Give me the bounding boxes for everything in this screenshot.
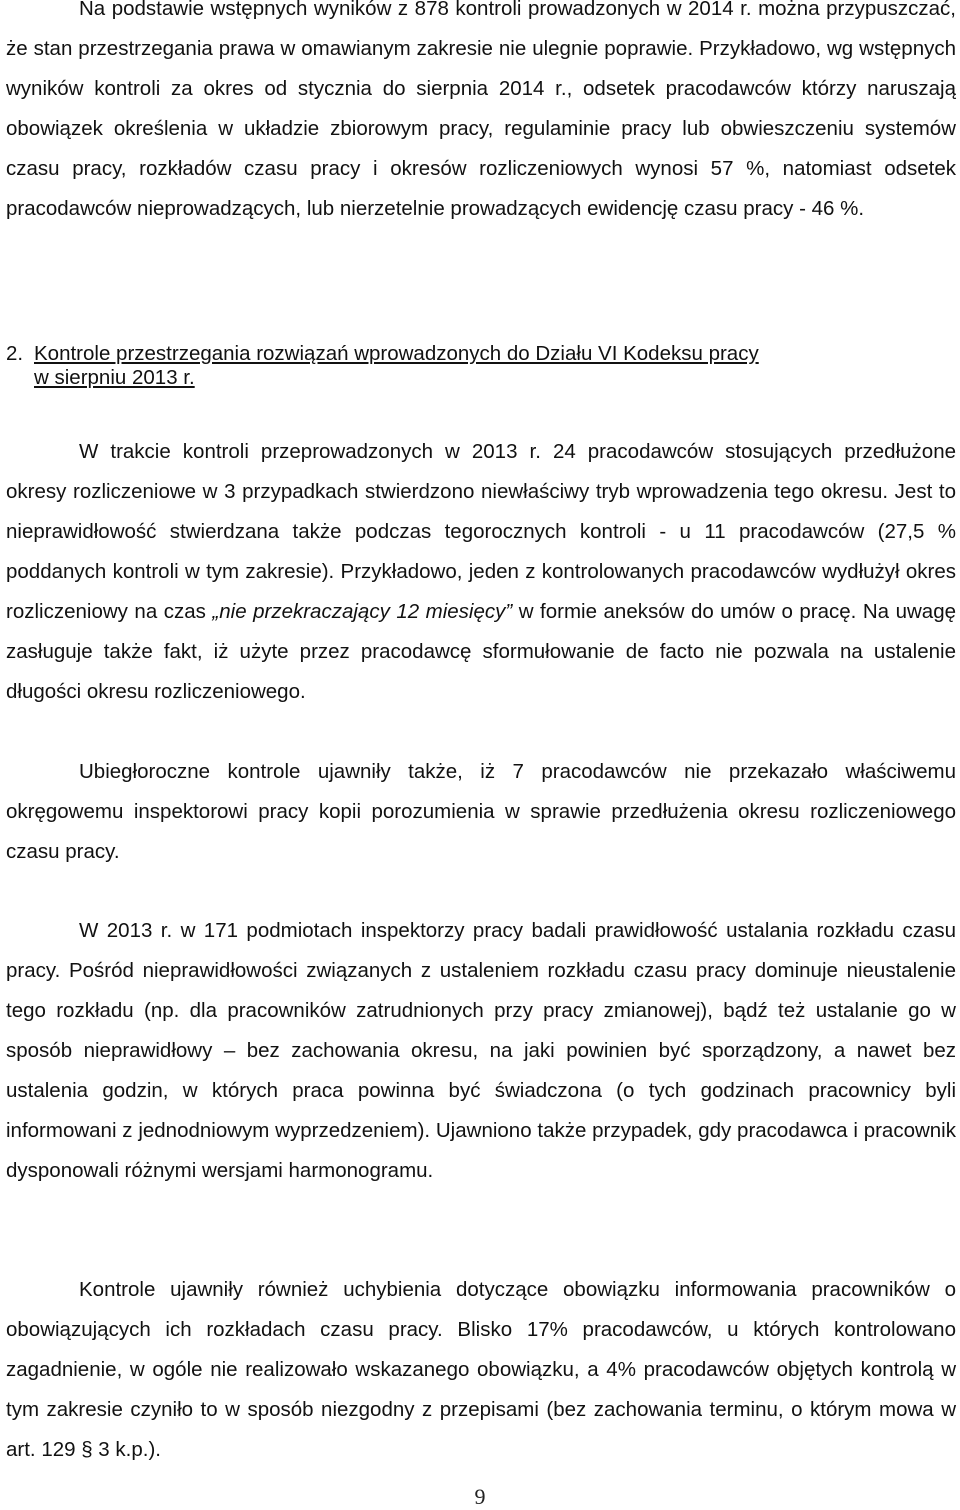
paragraph-work-schedule [6,911,956,1191]
section-heading [6,342,956,390]
paragraph-previous-year-controls-text: Ubiegłoroczne kontrole ujawniły także, iż 7 pracodawców nie przekazało właściwemu okręgowemu inspektorowi pracy kopii porozumienia w sprawie przedłużenia okresu rozliczeniowego czasu pracy. [6,760,956,863]
paragraph-previous-year-controls [6,752,956,872]
paragraph-2014-findings-text: Na podstawie wstępnych wyników z 878 kontroli prowadzonych w 2014 r. można przypuszczać, że stan przestrzegania prawa w omawianym zakresie nie ulegnie poprawie. Przykładowo, wg wstępnych wyników kontroli za okres od stycznia do sierpnia 2014 r., odsetek pracodawców którzy naruszają obowiązek określenia w układzie zbiorowym pracy, regulaminie pracy lub obwieszczeniu systemów czasu pracy, rozkładów czasu pracy i okresów rozliczeniowych wynosi 57 %, natomiast odsetek pracodawców nieprowadzących, lub nierzetelnie prowadzących ewidencję czasu pracy - 46 %. [6,0,956,220]
paragraph-informing-employees [6,1270,956,1470]
paragraph-2013-controls-text-b: w formie aneksów do umów o pracę. Na uwagę zasługuje także fakt, iż użyte przez pracodawcę sformułowanie de facto nie pozwala na ustalenie długości okresu rozliczeniowego. [6,600,956,703]
paragraph-work-schedule-text: W 2013 r. w 171 podmiotach inspektorzy pracy badali prawidłowość ustalania rozkładu czasu pracy. Pośród nieprawidłowości związanych z ustaleniem rozkładu czasu pracy dominuje nieustalenie tego rozkładu (np. dla pracowników zatrudnionych przy pracy zmianowej), bądź też ustalanie go w sposób nieprawidłowy – bez zachowania okresu, na jaki powinien być sporządzony, a nawet bez ustalenia godzin, w których praca powinna być świadczona (o tych godzinach pracownicy byli informowani z jednodniowym wyprzedzeniem). Ujawniono także przypadek, gdy pracodawca i pracownik dysponowali różnymi wersjami harmonogramu. [6,919,956,1182]
paragraph-informing-employees-text: Kontrole ujawniły również uchybienia dotyczące obowiązku informowania pracowników o obowiązujących ich rozkładach czasu pracy. Blisko 17% pracodawców, u których kontrolowano zagadnienie, w ogóle nie realizowało wskazanego obowiązku, a 4% pracodawców objętych kontrolą w tym zakresie czyniło to w sposób niezgodny z przepisami (bez zachowania terminu, o którym mowa w art. 129 § 3 k.p.). [6,1278,956,1461]
section-title-line2: w sierpniu 2013 r. [34,366,195,389]
section-title-line1: Kontrole przestrzegania rozwiązań wprowadzonych do Działu VI Kodeksu pracy [34,342,759,365]
section-number: 2. [6,342,24,365]
paragraph-2013-controls-text-a: W trakcie kontroli przeprowadzonych w 2013 r. 24 pracodawców stosujących przedłużone okresy rozliczeniowe w 3 przypadkach stwierdzono niewłaściwy tryb wprowadzenia tego okresu. Jest to nieprawidłowość stwierdzana także podczas tegorocznych kontroli - u 11 pracodawców (27,5 % poddanych kontroli w tym zakresie). Przykładowo, jeden z kontrolowanych pracodawców wydłużył okres rozliczeniowy na czas [6,440,956,623]
quoted-phrase: „nie przekraczający 12 miesięcy” [212,600,513,623]
paragraph-2013-controls [6,432,956,712]
page-number: 9 [474,1484,486,1509]
paragraph-2014-findings [6,0,956,229]
